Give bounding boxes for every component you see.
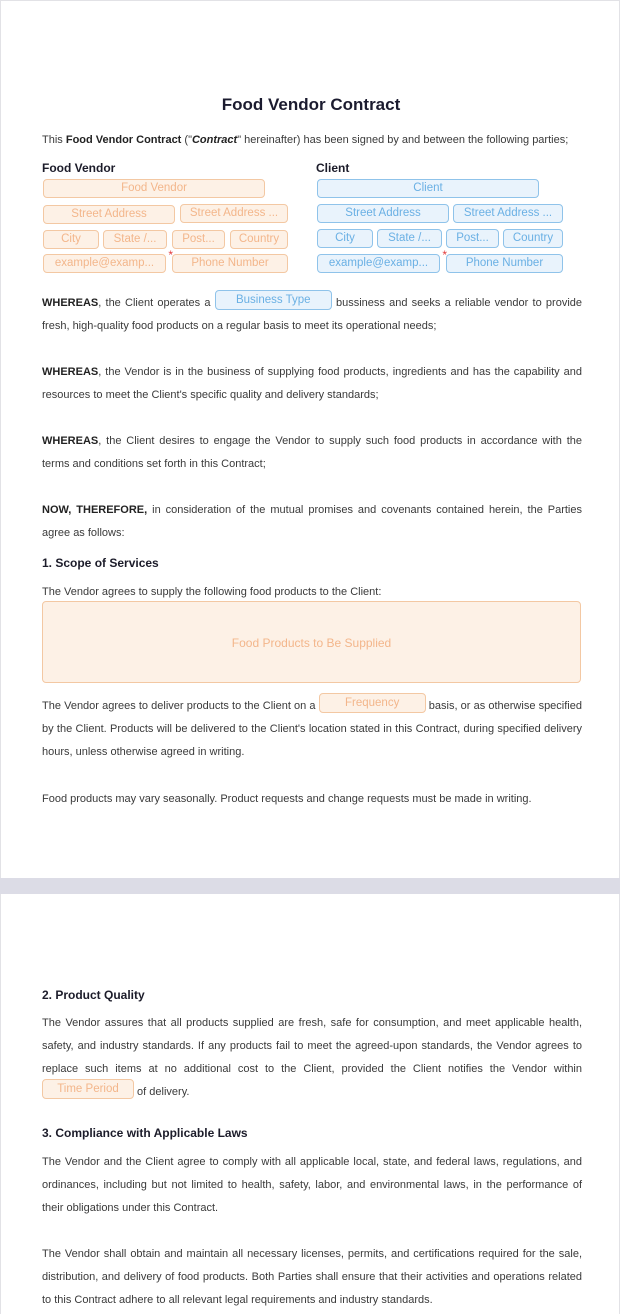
vendor-heading: Food Vendor xyxy=(42,161,116,175)
client-city-field[interactable]: City xyxy=(317,229,373,248)
whereas-client-engagement: WHEREAS, the Client desires to engage the Vendor to supply such food products in accordance with the terms and conditions set forth in this Contract; xyxy=(42,435,582,470)
product-quality-paragraph: The Vendor assures that all products supplied are fresh, safe for consumption, and meet applicable health, safety, and industry standards. If any products fail to meet the agreed-upon standards, the Vendor agrees to replace such items at no additional cost to the Client, provided the Client notifies the Vendor within Time Period of delivery. xyxy=(42,1017,582,1098)
whereas-vendor-capability: WHEREAS, the Vendor is in the business of supplying food products, ingredients and has the capability and resources to meet the Client's specific quality and delivery standards; xyxy=(42,366,582,401)
compliance-paragraph-2: The Vendor shall obtain and maintain all necessary licenses, permits, and certifications required for the sale, distribution, and delivery of food products. Both Parties shall ensure that their activities and operations related to this Contract adhere to all relevant legal requirements and industry standards. xyxy=(42,1248,582,1306)
delivery-paragraph: The Vendor agrees to deliver products to the Client on a Frequency basis, or as otherwise specified by the Client. Products will be delivered to the Client's location stated in this Contract, during specified delivery hours, unless otherwise agreed in writing. xyxy=(42,695,582,764)
vendor-street1-field[interactable]: Street Address xyxy=(43,205,175,224)
section-2-heading: 2. Product Quality xyxy=(42,988,145,1002)
vendor-country-field[interactable]: Country xyxy=(230,230,288,249)
client-state-field[interactable]: State /... xyxy=(377,229,442,248)
client-name-field[interactable]: Client xyxy=(317,179,539,198)
section-3-heading: 3. Compliance with Applicable Laws xyxy=(42,1126,248,1140)
food-products-field[interactable]: Food Products to Be Supplied xyxy=(42,601,581,683)
frequency-field[interactable]: Frequency xyxy=(319,693,426,713)
client-country-field[interactable]: Country xyxy=(503,229,563,248)
client-email-field[interactable]: example@examp... xyxy=(317,254,440,273)
client-heading: Client xyxy=(316,161,350,175)
whereas-business-type: WHEREAS, the Client operates a Business Type bussiness and seeks a reliable vendor to provide fresh, high-quality food products on a regular basis to meet its operational needs; xyxy=(42,292,582,338)
document-page-2 xyxy=(0,894,620,1314)
section-1-intro: The Vendor agrees to supply the following food products to the Client: xyxy=(42,586,382,598)
now-therefore-paragraph: NOW, THEREFORE, in consideration of the mutual promises and covenants contained herein, the Parties agree as follows: xyxy=(42,504,582,539)
vendor-postal-field[interactable]: Post... xyxy=(172,230,225,249)
vendor-name-field[interactable]: Food Vendor xyxy=(43,179,265,198)
section-1-heading: 1. Scope of Services xyxy=(42,556,159,570)
time-period-field[interactable]: Time Period xyxy=(42,1079,134,1099)
vendor-email-field[interactable]: example@examp... xyxy=(43,254,166,273)
client-phone-field[interactable]: Phone Number xyxy=(446,254,563,273)
vendor-state-field[interactable]: State /... xyxy=(103,230,167,249)
vendor-phone-field[interactable]: Phone Number xyxy=(172,254,288,273)
vendor-street2-field[interactable]: Street Address ... xyxy=(180,204,288,223)
page-separator xyxy=(0,878,620,894)
vendor-city-field[interactable]: City xyxy=(43,230,99,249)
client-street1-field[interactable]: Street Address xyxy=(317,204,449,223)
compliance-paragraph-1: The Vendor and the Client agree to comply with all applicable local, state, and federal laws, regulations, and ordinances, including but not limited to health, safety, labor, and environmental laws, in the performance of their obligations under this Contract. xyxy=(42,1156,582,1214)
client-postal-field[interactable]: Post... xyxy=(446,229,499,248)
seasonal-paragraph: Food products may vary seasonally. Product requests and change requests must be made in writing. xyxy=(42,793,532,805)
client-street2-field[interactable]: Street Address ... xyxy=(453,204,563,223)
document-title: Food Vendor Contract xyxy=(221,95,401,114)
business-type-field[interactable]: Business Type xyxy=(215,290,332,310)
vendor-email-required xyxy=(43,254,166,273)
intro-paragraph: This Food Vendor Contract ("Contract" hereinafter) has been signed by and between the following parties; xyxy=(42,134,569,146)
client-email-required xyxy=(317,254,440,273)
